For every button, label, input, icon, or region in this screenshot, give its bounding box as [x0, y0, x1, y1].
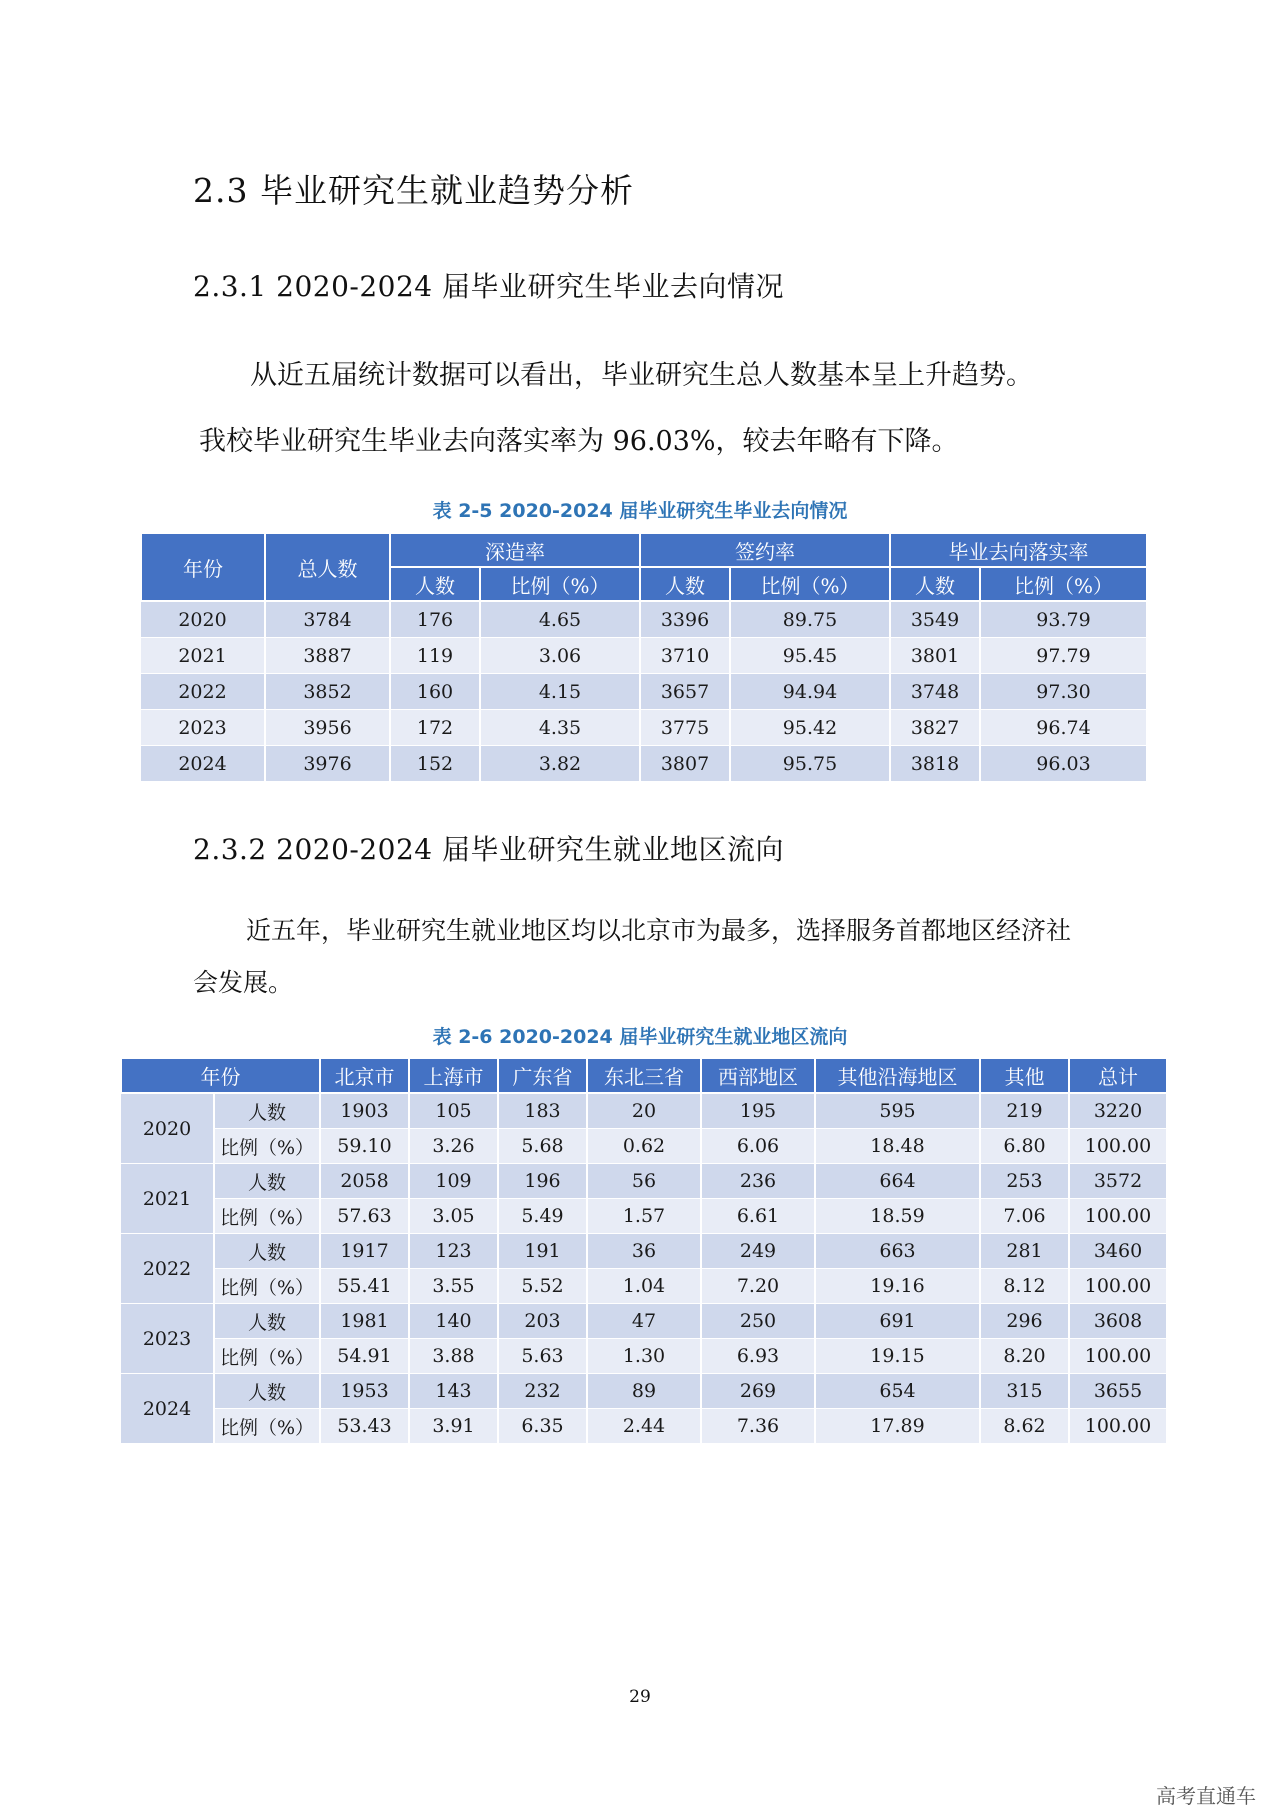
cell: 123 [409, 1234, 498, 1269]
header-region: 其他 [980, 1058, 1069, 1093]
cell: 100.00 [1069, 1199, 1167, 1234]
row-label: 人数 [214, 1093, 320, 1129]
header-region: 北京市 [320, 1058, 409, 1093]
header-region: 东北三省 [587, 1058, 701, 1093]
cell: 6.06 [701, 1129, 815, 1164]
cell: 3784 [265, 601, 390, 638]
cell: 2023 [141, 710, 265, 746]
cell: 1.30 [587, 1339, 701, 1374]
cell: 20 [587, 1093, 701, 1129]
table-row [121, 1199, 1167, 1234]
subsection-title-2-3-2: 2.3.2 2020-2024 届毕业研究生就业地区流向 [193, 833, 785, 866]
cell: 6.93 [701, 1339, 815, 1374]
table-row [141, 601, 1147, 638]
cell: 96.74 [980, 710, 1147, 746]
cell: 160 [390, 674, 480, 710]
cell: 140 [409, 1304, 498, 1339]
watermark: 高考直通车 [1156, 1784, 1256, 1808]
cell: 93.79 [980, 601, 1147, 638]
cell: 89.75 [730, 601, 890, 638]
cell: 94.94 [730, 674, 890, 710]
cell: 18.48 [815, 1129, 980, 1164]
cell: 3710 [640, 638, 730, 674]
cell: 5.63 [498, 1339, 587, 1374]
row-label: 比例（%） [214, 1409, 320, 1444]
cell: 1981 [320, 1304, 409, 1339]
cell: 664 [815, 1164, 980, 1199]
header-count: 人数 [640, 567, 730, 601]
cell: 203 [498, 1304, 587, 1339]
cell: 3956 [265, 710, 390, 746]
cell: 18.59 [815, 1199, 980, 1234]
year-cell: 2020 [121, 1093, 214, 1164]
cell: 3.26 [409, 1129, 498, 1164]
table-row [141, 674, 1147, 710]
cell: 250 [701, 1304, 815, 1339]
cell: 8.62 [980, 1409, 1069, 1444]
cell: 281 [980, 1234, 1069, 1269]
cell: 219 [980, 1093, 1069, 1129]
cell: 663 [815, 1234, 980, 1269]
year-cell: 2023 [121, 1304, 214, 1374]
cell: 5.68 [498, 1129, 587, 1164]
cell: 2021 [141, 638, 265, 674]
cell: 1953 [320, 1374, 409, 1409]
cell: 232 [498, 1374, 587, 1409]
header-further-study: 深造率 [390, 533, 640, 567]
cell: 54.91 [320, 1339, 409, 1374]
cell: 8.20 [980, 1339, 1069, 1374]
row-label: 人数 [214, 1304, 320, 1339]
cell: 2024 [141, 746, 265, 782]
cell: 47 [587, 1304, 701, 1339]
cell: 96.03 [980, 746, 1147, 782]
cell: 8.12 [980, 1269, 1069, 1304]
header-ratio: 比例（%） [730, 567, 890, 601]
header-count: 人数 [390, 567, 480, 601]
cell: 3852 [265, 674, 390, 710]
row-label: 比例（%） [214, 1269, 320, 1304]
cell: 249 [701, 1234, 815, 1269]
cell: 100.00 [1069, 1269, 1167, 1304]
cell: 152 [390, 746, 480, 782]
cell: 2058 [320, 1164, 409, 1199]
header-placement: 毕业去向落实率 [890, 533, 1147, 567]
cell: 3.55 [409, 1269, 498, 1304]
cell: 196 [498, 1164, 587, 1199]
header-region: 其他沿海地区 [815, 1058, 980, 1093]
cell: 195 [701, 1093, 815, 1129]
cell: 4.35 [480, 710, 640, 746]
cell: 3818 [890, 746, 980, 782]
cell: 1917 [320, 1234, 409, 1269]
cell: 3549 [890, 601, 980, 638]
paragraph-line: 从近五届统计数据可以看出，毕业研究生总人数基本呈上升趋势。 [250, 360, 1033, 391]
cell: 97.30 [980, 674, 1147, 710]
cell: 1903 [320, 1093, 409, 1129]
cell: 109 [409, 1164, 498, 1199]
cell: 2020 [141, 601, 265, 638]
cell: 95.42 [730, 710, 890, 746]
table-row [141, 746, 1147, 782]
cell: 595 [815, 1093, 980, 1129]
row-label: 比例（%） [214, 1129, 320, 1164]
row-label: 人数 [214, 1234, 320, 1269]
cell: 315 [980, 1374, 1069, 1409]
cell: 6.35 [498, 1409, 587, 1444]
cell: 105 [409, 1093, 498, 1129]
row-label: 比例（%） [214, 1339, 320, 1374]
cell: 654 [815, 1374, 980, 1409]
header-ratio: 比例（%） [980, 567, 1147, 601]
cell: 95.75 [730, 746, 890, 782]
cell: 100.00 [1069, 1409, 1167, 1444]
cell: 19.16 [815, 1269, 980, 1304]
employment-region-table [120, 1057, 1168, 1444]
cell: 5.52 [498, 1269, 587, 1304]
cell: 253 [980, 1164, 1069, 1199]
table-caption: 表 2-6 2020-2024 届毕业研究生就业地区流向 [432, 1026, 848, 1048]
row-label: 人数 [214, 1164, 320, 1199]
paragraph-line: 我校毕业研究生毕业去向落实率为 96.03%，较去年略有下降。 [199, 426, 959, 457]
cell: 2022 [141, 674, 265, 710]
cell: 4.65 [480, 601, 640, 638]
cell: 3657 [640, 674, 730, 710]
cell: 3887 [265, 638, 390, 674]
header-count: 人数 [890, 567, 980, 601]
row-label: 比例（%） [214, 1199, 320, 1234]
cell: 7.06 [980, 1199, 1069, 1234]
cell: 100.00 [1069, 1129, 1167, 1164]
section-title: 2.3 毕业研究生就业趋势分析 [193, 171, 634, 210]
cell: 6.80 [980, 1129, 1069, 1164]
cell: 19.15 [815, 1339, 980, 1374]
cell: 56 [587, 1164, 701, 1199]
cell: 3460 [1069, 1234, 1167, 1269]
cell: 89 [587, 1374, 701, 1409]
year-cell: 2024 [121, 1374, 214, 1444]
year-cell: 2021 [121, 1164, 214, 1234]
cell: 691 [815, 1304, 980, 1339]
cell: 3.05 [409, 1199, 498, 1234]
cell: 1.57 [587, 1199, 701, 1234]
table-row [121, 1409, 1167, 1444]
cell: 95.45 [730, 638, 890, 674]
cell: 0.62 [587, 1129, 701, 1164]
cell: 7.20 [701, 1269, 815, 1304]
cell: 100.00 [1069, 1339, 1167, 1374]
cell: 269 [701, 1374, 815, 1409]
table-row [141, 638, 1147, 674]
cell: 7.36 [701, 1409, 815, 1444]
cell: 172 [390, 710, 480, 746]
cell: 3220 [1069, 1093, 1167, 1129]
header-ratio: 比例（%） [480, 567, 640, 601]
cell: 236 [701, 1164, 815, 1199]
header-total: 总人数 [265, 533, 390, 601]
cell: 3807 [640, 746, 730, 782]
cell: 183 [498, 1093, 587, 1129]
header-region: 上海市 [409, 1058, 498, 1093]
cell: 1.04 [587, 1269, 701, 1304]
cell: 17.89 [815, 1409, 980, 1444]
cell: 3801 [890, 638, 980, 674]
header-year: 年份 [121, 1058, 320, 1093]
header-region: 西部地区 [701, 1058, 815, 1093]
cell: 55.41 [320, 1269, 409, 1304]
cell: 53.43 [320, 1409, 409, 1444]
cell: 2.44 [587, 1409, 701, 1444]
table-row [121, 1234, 1167, 1269]
paragraph-line: 会发展。 [193, 968, 294, 997]
cell: 6.61 [701, 1199, 815, 1234]
cell: 3748 [890, 674, 980, 710]
cell: 36 [587, 1234, 701, 1269]
cell: 3608 [1069, 1304, 1167, 1339]
cell: 57.63 [320, 1199, 409, 1234]
graduate-destination-table [140, 532, 1148, 782]
header-region: 广东省 [498, 1058, 587, 1093]
cell: 191 [498, 1234, 587, 1269]
cell: 3.88 [409, 1339, 498, 1374]
subsection-title-2-3-1: 2.3.1 2020-2024 届毕业研究生毕业去向情况 [193, 270, 785, 303]
table-row [121, 1304, 1167, 1339]
cell: 3572 [1069, 1164, 1167, 1199]
header-year: 年份 [141, 533, 265, 601]
cell: 3.06 [480, 638, 640, 674]
cell: 3976 [265, 746, 390, 782]
cell: 3827 [890, 710, 980, 746]
cell: 59.10 [320, 1129, 409, 1164]
cell: 5.49 [498, 1199, 587, 1234]
table-row [121, 1093, 1167, 1129]
cell: 176 [390, 601, 480, 638]
cell: 3.91 [409, 1409, 498, 1444]
cell: 3.82 [480, 746, 640, 782]
table-row [121, 1164, 1167, 1199]
table-row [121, 1269, 1167, 1304]
cell: 3396 [640, 601, 730, 638]
table-row [121, 1129, 1167, 1164]
year-cell: 2022 [121, 1234, 214, 1304]
cell: 3775 [640, 710, 730, 746]
cell: 143 [409, 1374, 498, 1409]
table-row [121, 1374, 1167, 1409]
header-contract: 签约率 [640, 533, 890, 567]
table-row [121, 1339, 1167, 1374]
cell: 296 [980, 1304, 1069, 1339]
header-total: 总计 [1069, 1058, 1167, 1093]
cell: 97.79 [980, 638, 1147, 674]
paragraph-line: 近五年，毕业研究生就业地区均以北京市为最多，选择服务首都地区经济社 [246, 916, 1072, 945]
table-caption: 表 2-5 2020-2024 届毕业研究生毕业去向情况 [432, 500, 848, 522]
page-number: 29 [629, 1687, 651, 1707]
row-label: 人数 [214, 1374, 320, 1409]
table-row [141, 710, 1147, 746]
cell: 4.15 [480, 674, 640, 710]
cell: 3655 [1069, 1374, 1167, 1409]
cell: 119 [390, 638, 480, 674]
